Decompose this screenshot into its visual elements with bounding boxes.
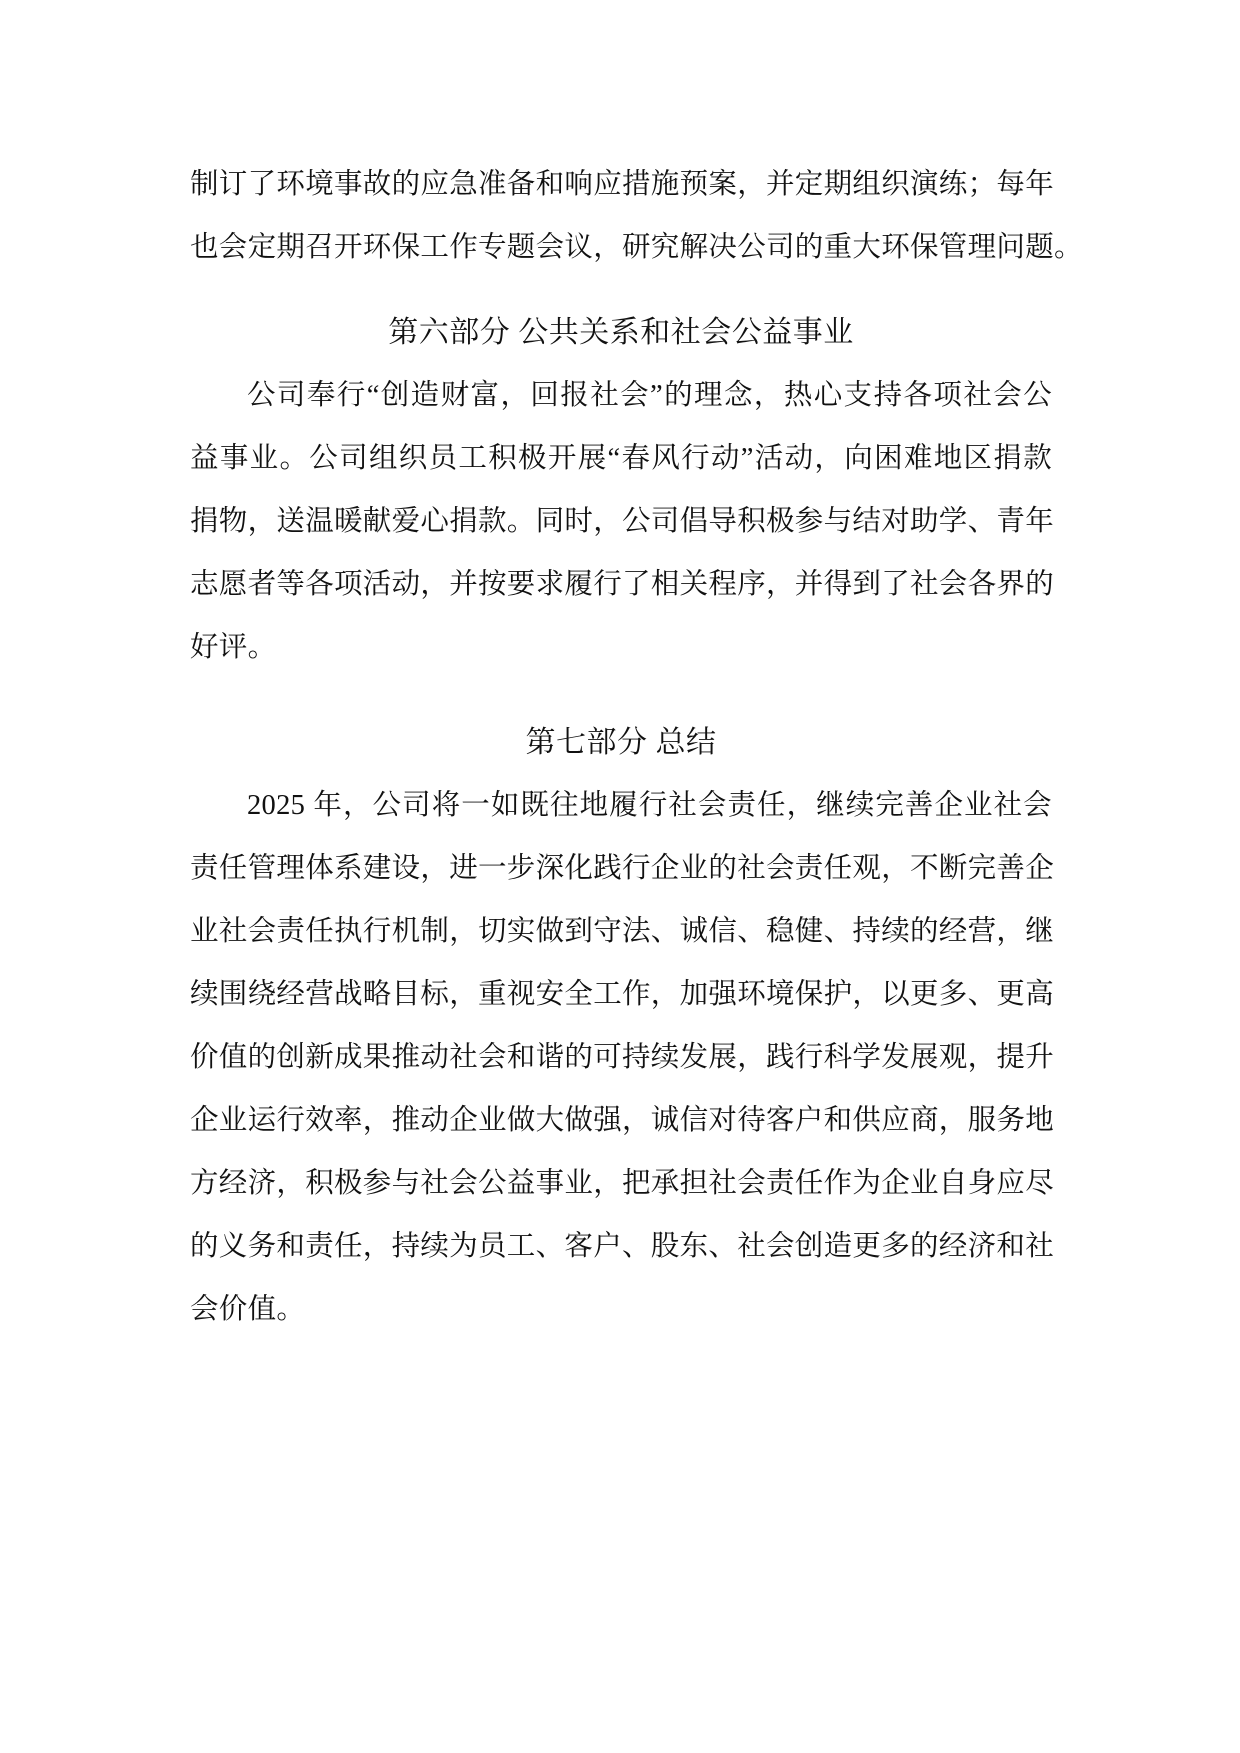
paragraph-line: 业社会责任执行机制，切实做到守法、诚信、稳健、持续的经营，继 (190, 916, 1055, 947)
paragraph-line: 方经济，积极参与社会公益事业，把承担社会责任作为企业自身应尽 (190, 1168, 1055, 1199)
section-7-paragraph (190, 774, 1055, 1341)
section-heading-summary: 第七部分 总结 (525, 726, 717, 759)
section-heading-public-relations: 第六部分 公共关系和社会公益事业 (388, 316, 854, 349)
paragraph-line: 也会定期召开环保工作专题会议，研究解决公司的重大环保管理问题。 (190, 232, 1083, 263)
spacer (190, 679, 1052, 711)
paragraph-line: 志愿者等各项活动，并按要求履行了相关程序，并得到了社会各界的 (190, 569, 1055, 600)
page-content (190, 153, 1083, 1341)
paragraph-line: 责任管理体系建设，进一步深化践行企业的社会责任观，不断完善企 (190, 853, 1055, 884)
paragraph-line: 制订了环境事故的应急准备和响应措施预案，并定期组织演练；每年 (190, 169, 1055, 200)
paragraph-line: 益事业。公司组织员工积极开展“春风行动”活动，向困难地区捐款 (190, 443, 1052, 474)
paragraph-line: 续围绕经营战略目标，重视安全工作，加强环境保护，以更多、更高 (190, 979, 1055, 1010)
paragraph-line: 企业运行效率，推动企业做大做强，诚信对待客户和供应商，服务地 (190, 1105, 1055, 1136)
paragraph-line: 公司奉行“创造财富，回报社会”的理念，热心支持各项社会公 (247, 380, 1052, 411)
paragraph-line: 会价值。 (190, 1294, 306, 1325)
paragraph-line: 的义务和责任，持续为员工、客户、股东、社会创造更多的经济和社 (190, 1231, 1055, 1262)
section-6-paragraph (190, 364, 1055, 679)
paragraph-line: 2025 年，公司将一如既往地履行社会责任，继续完善企业社会 (247, 790, 1052, 821)
paragraph-line: 价值的创新成果推动社会和谐的可持续发展，践行科学发展观，提升 (190, 1042, 1055, 1073)
paragraph-line: 好评。 (190, 632, 277, 663)
spacer (190, 279, 1052, 301)
continued-paragraph (190, 153, 1083, 279)
paragraph-line: 捐物，送温暖献爱心捐款。同时，公司倡导积极参与结对助学、青年 (190, 506, 1055, 537)
